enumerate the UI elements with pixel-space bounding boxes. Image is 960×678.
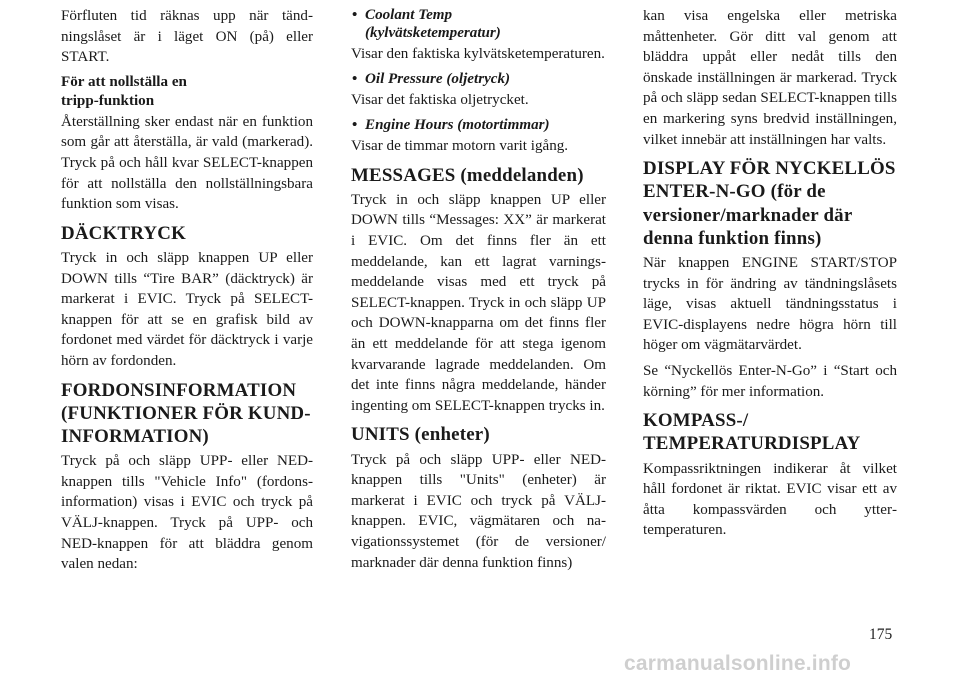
column-middle: [351, 6, 606, 578]
bullet-title: Engine Hours (motortimmar): [365, 116, 550, 133]
paragraph-compass: Kompassriktningen indikerar åt vilket håll fordonet är riktat. EVIC visar ett av åtta kompassvärden och yttertemperaturen.: [643, 460, 897, 539]
paragraph-see-also: Se “Nyckellös Enter-N-Go” i “Start och körning” för mer information.: [643, 362, 897, 400]
page-number: 175: [869, 626, 893, 643]
heading-keyless-display: DISPLAY FÖR NYCKELLÖS ENTER-N-GO (för de versioner/marknader där denna funktion finns): [643, 158, 896, 249]
heading-units: UNITS (enheter): [351, 424, 490, 446]
paragraph-elapsed-time: Förfluten tid räknas upp när tändningslåset är i läget ON (på) eller START.: [61, 8, 313, 66]
column-left: [61, 6, 313, 580]
bullet-coolant-temp: [351, 6, 606, 42]
paragraph-engine-hours: Visar de timmar motorn varit igång.: [351, 138, 569, 154]
bullet-dot-icon: •: [352, 71, 358, 87]
bullet-oil-pressure: [351, 70, 606, 88]
bullet-title: Coolant Temp: [365, 7, 453, 23]
watermark: carmanualsonline.info: [624, 652, 852, 675]
paragraph-units-cont: kan visa engelska eller metriska måttenheter. Gör ditt val genom att bläddra uppåt eller nedåt tills den önskade inställningen är markerad. Tryck på och släpp sedan SELECT-knappen tills en markering syns bredvid inställningen, vilket innebär att inställningen har valts.: [643, 8, 897, 148]
paragraph-units: Tryck på och släpp UPP- eller NED-knappen tills "Units" (enheter) är markerat i EVIC och tryck på VÄLJ-knappen. EVIC, vägmätaren och navigationssystemet (för de versioner/ marknader där denna funktion finns): [351, 451, 606, 571]
heading-vehicle-info: FORDONSINFORMATION (FUNKTIONER FÖR KUNDINFORMATION): [61, 379, 311, 447]
heading-tire-pressure: DÄCKTRYCK: [61, 222, 186, 244]
heading-messages: MESSAGES (meddelanden): [351, 164, 584, 186]
paragraph-keyless: När knappen ENGINE START/STOP trycks in för ändring av tändningslåsets läge, visas aktuell tändningsstatus i EVIC-displayens nedre högra hörn till höger om vägmätarvärdet.: [643, 254, 897, 354]
bullet-dot-icon: •: [352, 7, 358, 23]
subheading-line: För att nollställa en: [61, 73, 187, 90]
heading-compass: KOMPASS-/ TEMPERATURDISPLAY: [643, 410, 861, 455]
paragraph-tire-pressure: Tryck in och släpp knappen UP eller DOWN tills “Tire BAR” (däcktryck) är markerat i EVIC. Tryck på SELECT-knappen för att se en grafisk bild av fordonet med värdet för däcktryck i varje hörn av fordonden.: [61, 249, 313, 369]
paragraph-vehicle-info: Tryck på och släpp UPP- eller NED-knappen tills "Vehicle Info" (fordonsinformation) visas i EVIC och tryck på VÄLJ-knappen. Tryck på UPP- och NED-knappen för att bläddra genom valen nedan:: [61, 453, 313, 573]
paragraph-oil: Visar det faktiska oljetrycket.: [351, 92, 529, 109]
subheading-reset-trip: [61, 73, 313, 112]
bullet-engine-hours: [351, 116, 606, 134]
bullet-title: (kylvätsketemperatur): [365, 25, 501, 42]
paragraph-reset: Återställning sker endast när en funktion som går att återställa, är vald (markerad). Tryck på och håll kvar SELECT-knappen för att nollställa den nollställningsbara funktion som visas.: [61, 113, 313, 213]
paragraph-coolant: Visar den faktiska kylvätsketemperaturen.: [351, 46, 605, 63]
subheading-line: tripp-funktion: [61, 93, 155, 110]
column-right: [643, 6, 897, 546]
bullet-title: Oil Pressure (oljetryck): [365, 71, 511, 87]
paragraph-messages: Tryck in och släpp knappen UP eller DOWN tills “Messages: XX” är markerat i EVIC. Om det finns fler än ett meddelande, kan ett lagrat varningsmeddelande visas med ett tryck på SELECT-knappen. Tryck in och släpp UP och DOWN-knapparna om det finns fler än ett meddelande för att stega igenom kvarvarande lagrade meddelanden. Om det inte finns några meddelande, händer ingenting om SELECT-knappen trycks in.: [351, 191, 606, 414]
bullet-dot-icon: •: [352, 116, 358, 133]
